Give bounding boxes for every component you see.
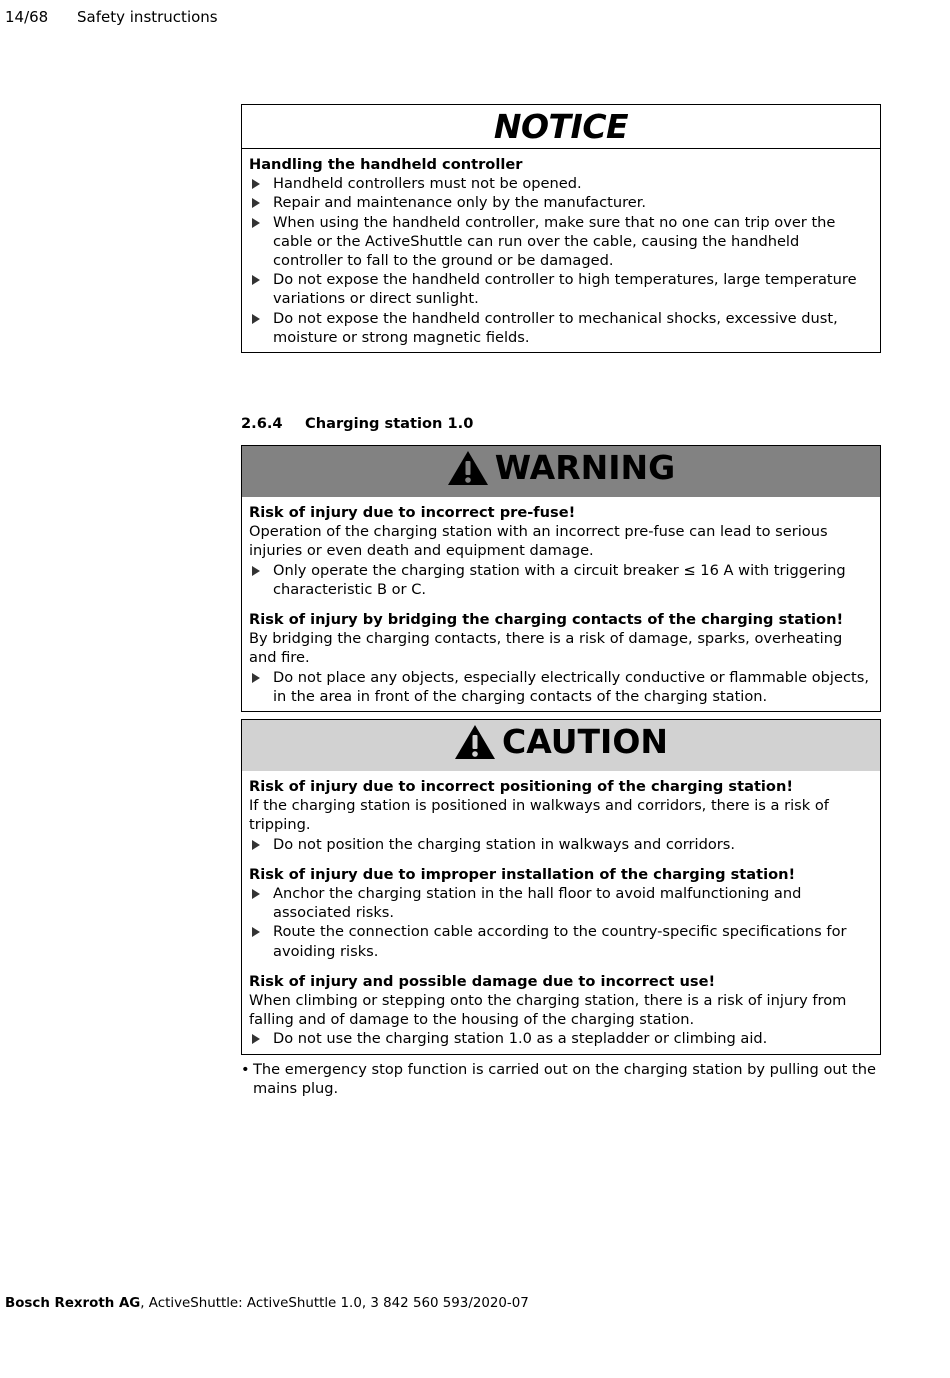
section-heading [241,415,879,432]
notice-box [241,104,881,353]
list-item: When using the handheld controller, make sure that no one can trip over the cable or the ActiveShuttle can run over the cable, causing the handheld controller to fall to the ground or be damaged. [249,213,873,271]
caution-block-text: When climbing or stepping onto the charging station, there is a risk of injury from falling and of damage to the housing of the charging station. [249,992,847,1029]
arrow-icon [252,179,260,189]
footer-doc: , ActiveShuttle: ActiveShuttle 1.0, 3 842 560 593/2020-07 [140,1296,529,1311]
list-item: Route the connection cable according to the country-specific specifications for avoiding risks. [249,922,873,960]
arrow-icon [252,927,260,937]
arrow-icon [252,889,260,899]
warning-header [242,446,880,497]
warning-block-title: Risk of injury due to incorrect pre-fuse! [249,504,576,521]
footer-company: Bosch Rexroth AG [5,1296,141,1311]
list-item: Do not place any objects, especially electrically conductive or flammable objects, in the area in front of the charging contacts of the charging station. [249,668,873,706]
arrow-icon [252,218,260,228]
notice-label: NOTICE [242,105,880,149]
page-footer [5,1296,529,1311]
caution-block-title: Risk of injury due to improper installation of the charging station! [249,865,796,883]
warning-label: WARNING [494,448,676,487]
caution-block-title: Risk of injury due to incorrect positioning of the charging station! [249,778,793,795]
arrow-icon [252,566,260,576]
list-item: Only operate the charging station with a circuit breaker ≤ 16 A with triggering characteristic B or C. [249,561,873,599]
notice-list [249,174,873,347]
caution-box [241,719,881,1055]
warning-block-text: By bridging the charging contacts, there is a risk of damage, sparks, overheating and fire. [249,630,843,667]
list-item: Do not use the charging station 1.0 as a stepladder or climbing aid. [249,1029,873,1048]
list-item: Repair and maintenance only by the manufacturer. [249,193,873,212]
list-item: Do not expose the handheld controller to mechanical shocks, excessive dust, moisture or strong magnetic fields. [249,309,873,347]
caution-block-title: Risk of injury and possible damage due to incorrect use! [249,972,716,990]
arrow-icon [252,840,260,850]
page-header [5,8,218,26]
arrow-icon [252,314,260,324]
arrow-icon [252,198,260,208]
section-title: Charging station 1.0 [305,415,474,432]
list-item: Do not expose the handheld controller to high temperatures, large temperature variations or direct sunlight. [249,270,873,308]
arrow-icon [252,1034,260,1044]
note-text: The emergency stop function is carried out on the charging station by pulling out the mains plug. [253,1061,876,1098]
caution-block-text: If the charging station is positioned in walkways and corridors, there is a risk of tripping. [249,797,829,834]
list-item: Anchor the charging station in the hall floor to avoid malfunctioning and associated risks. [249,884,873,922]
bullet-dot: • [241,1061,250,1078]
page-number: 14/68 [5,8,49,26]
section-number: 2.6.4 [241,415,283,432]
arrow-icon [252,673,260,683]
list-item: Handheld controllers must not be opened. [249,174,873,193]
arrow-icon [252,275,260,285]
caution-label: CAUTION [502,722,668,761]
warning-block-title: Risk of injury by bridging the charging contacts of the charging station! [249,611,844,629]
warning-box [241,445,881,712]
header-section-title: Safety instructions [77,8,218,26]
emergency-stop-note [241,1060,891,1098]
notice-title: Handling the handheld controller [249,156,523,173]
warning-block-text: Operation of the charging station with an incorrect pre-fuse can lead to serious injuries or even death and equipment damage. [249,523,828,560]
list-item: Do not position the charging station in walkways and corridors. [249,835,873,854]
caution-header [242,720,880,771]
caution-triangle-icon [454,724,496,760]
warning-triangle-icon [447,450,489,486]
